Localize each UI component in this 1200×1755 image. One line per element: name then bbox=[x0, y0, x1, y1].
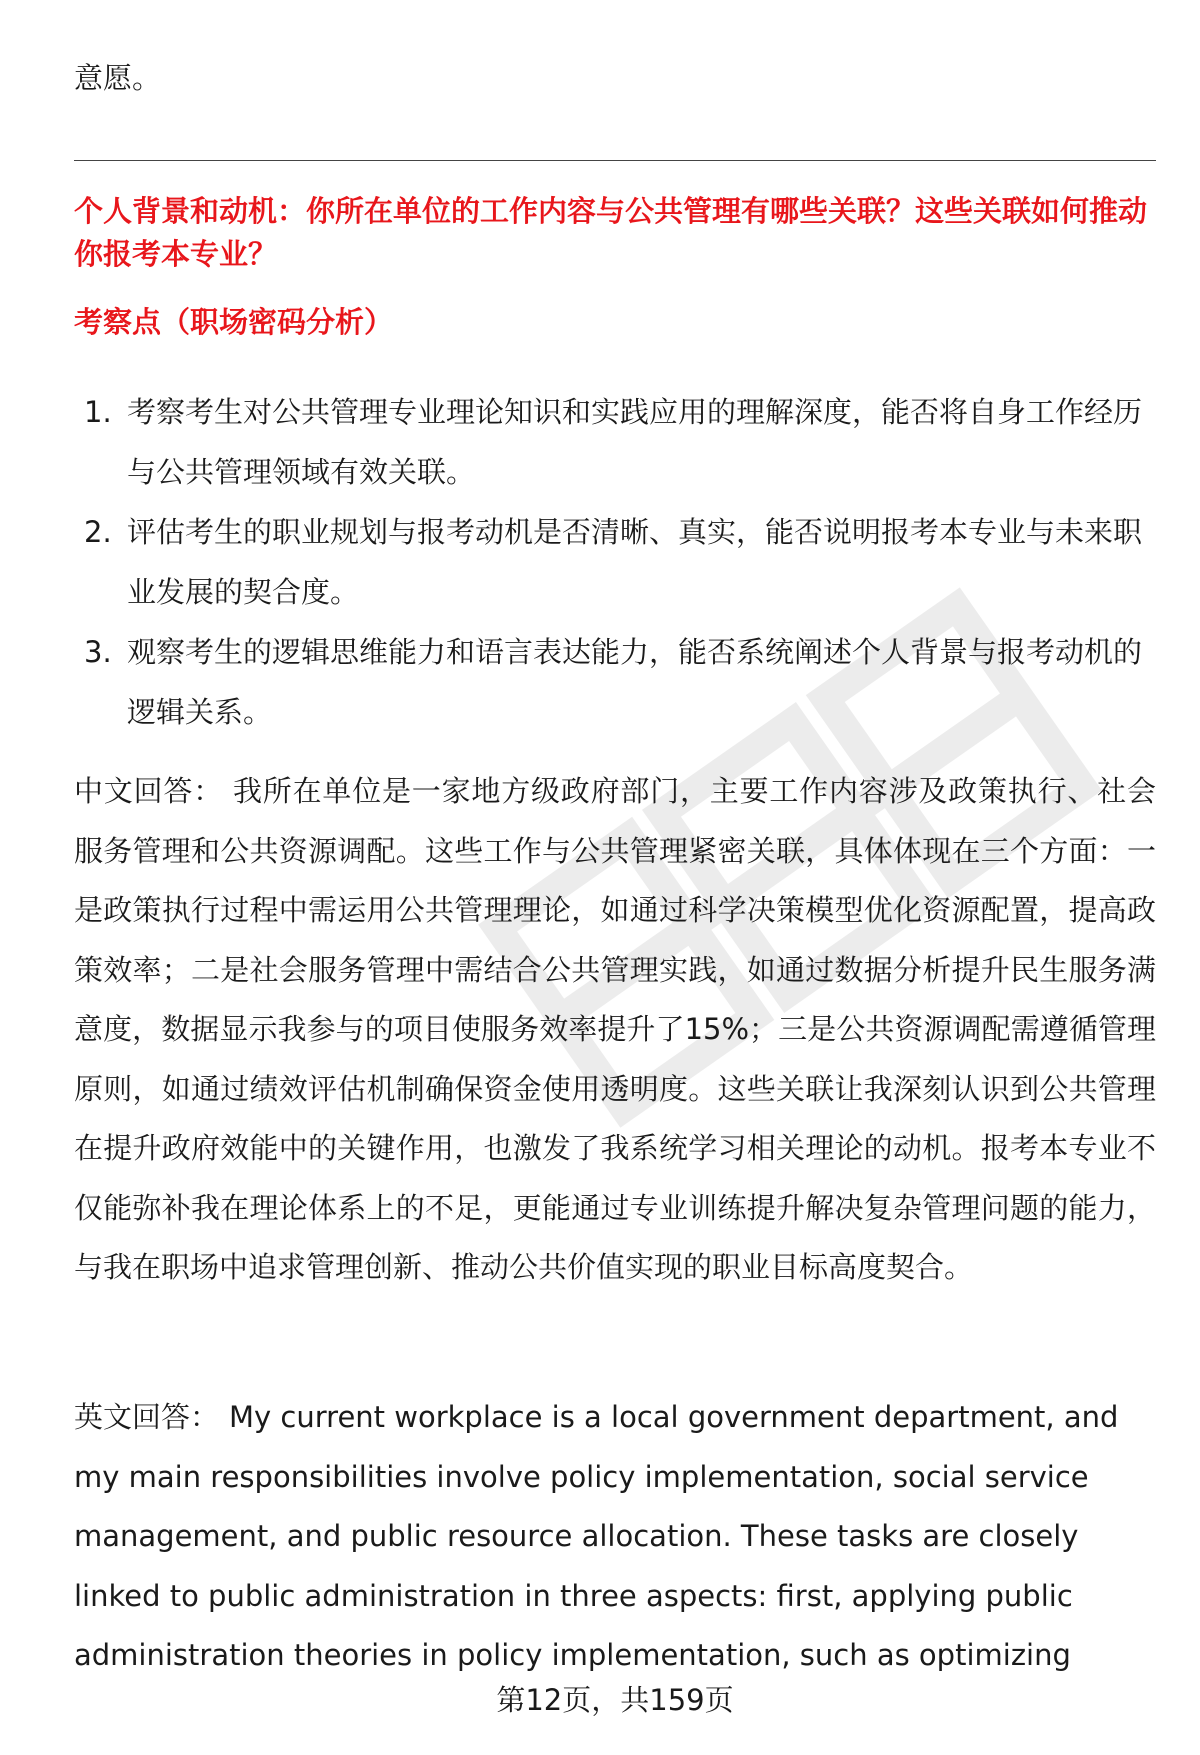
list-item bbox=[74, 382, 1156, 502]
question-heading: 个人背景和动机：你所在单位的工作内容与公共管理有哪些关联？这些关联如何推动你报考本专业？ bbox=[74, 194, 1148, 271]
list-item-number: 3. bbox=[84, 635, 112, 669]
list-item bbox=[74, 502, 1156, 622]
chinese-answer-text: 我所在单位是一家地方级政府部门，主要工作内容涉及政策执行、社会服务管理和公共资源调配。这些工作与公共管理紧密关联，具体体现在三个方面：一是政策执行过程中需运用公共管理理论，如通过科学决策模型优化资源配置，提高政策效率；二是社会服务管理中需结合公共管理实践，如通过数据分析提升民生服务满意度，数据显示我参与的项目使服务效率提升了15%；三是公共资源调配需遵循管理原则，如通过绩效评估机制确保资金使用透明度。这些关联让我深刻认识到公共管理在提升政府效能中的关键作用，也激发了我系统学习相关理论的动机。报考本专业不仅能弥补我在理论体系上的不足，更能通过专业训练提升解决复杂管理问题的能力，与我在职场中追求管理创新、推动公共价值实现的职业目标高度契合。 bbox=[74, 774, 1156, 1284]
english-answer-label: 英文回答： bbox=[74, 1400, 220, 1434]
document-page bbox=[74, 0, 1154, 1755]
chinese-answer-label: 中文回答： bbox=[74, 774, 223, 808]
intro-text: 意愿。 bbox=[74, 61, 162, 95]
english-answer bbox=[74, 1388, 1156, 1686]
list-item bbox=[74, 622, 1156, 742]
list-item-text: 观察考生的逻辑思维能力和语言表达能力，能否系统阐述个人背景与报考动机的逻辑关系。 bbox=[127, 635, 1143, 729]
list-item-number: 1. bbox=[84, 395, 112, 429]
list-item-number: 2. bbox=[84, 515, 112, 549]
list-item-text: 评估考生的职业规划与报考动机是否清晰、真实，能否说明报考本专业与未来职业发展的契合度。 bbox=[127, 515, 1143, 609]
page-number: 第12页，共159页 bbox=[496, 1683, 734, 1717]
list-item-text: 考察考生对公共管理专业理论知识和实践应用的理解深度，能否将自身工作经历与公共管理领域有效关联。 bbox=[127, 395, 1143, 489]
chinese-answer bbox=[74, 762, 1156, 1298]
exam-points-list bbox=[74, 382, 1156, 742]
exam-points-title: 考察点（职场密码分析） bbox=[74, 305, 394, 339]
section-divider bbox=[74, 160, 1156, 161]
english-answer-text: My current workplace is a local government department, and my main responsibilities involve policy implementation, social service management, and public resource allocation. These tasks are closely linked to public administration in three aspects: first, applying public administration theories in policy implementation, such as optimizing bbox=[74, 1400, 1119, 1672]
